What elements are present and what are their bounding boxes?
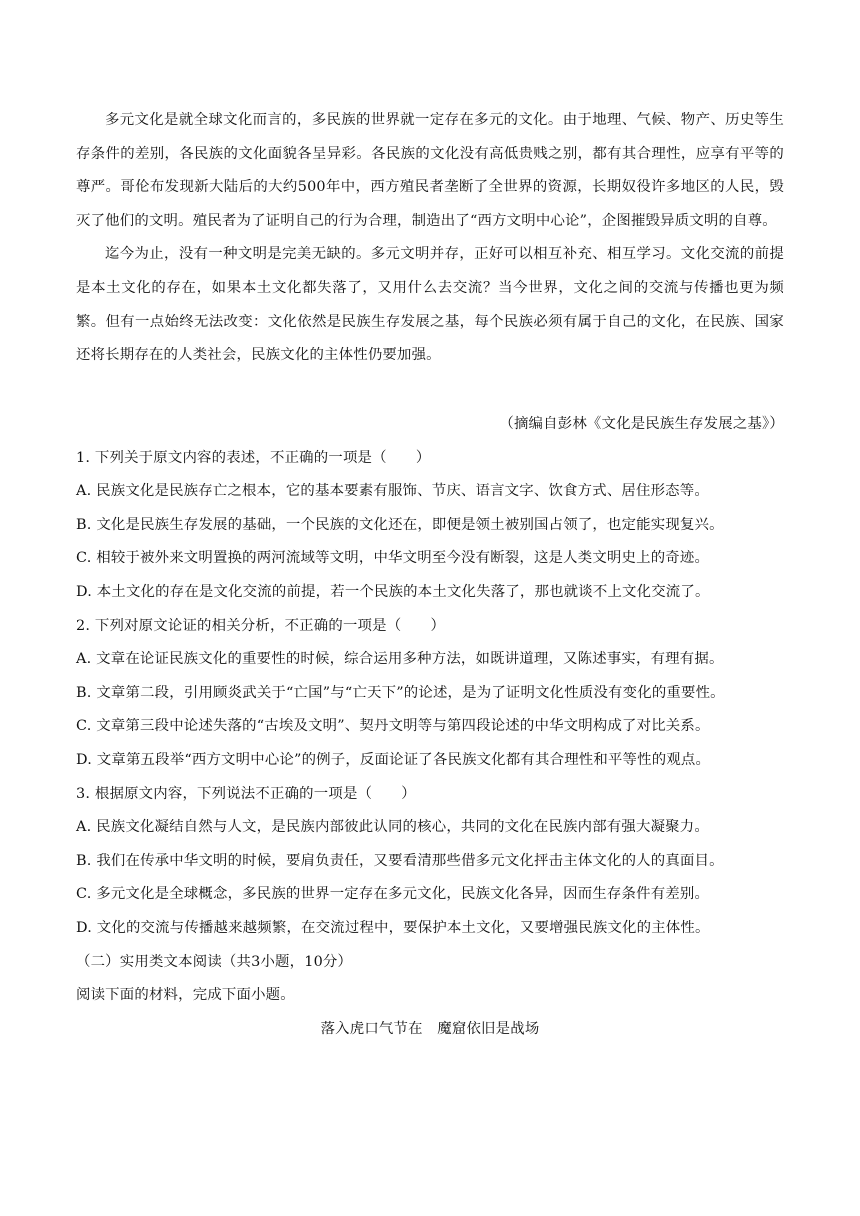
question-1-option-a: A. 民族文化是民族存亡之根本，它的基本要素有服饰、节庆、语言文字、饮食方式、居住形态等。: [76, 483, 709, 500]
question-2-option-a: A. 文章在论证民族文化的重要性的时候，综合运用多种方法，如既讲道理，又陈述事实，有理有据。: [76, 651, 724, 668]
question-1-option-d: D. 本土文化的存在是文化交流的前提，若一个民族的本土文化失落了，那也就谈不上文化交流了。: [76, 583, 710, 600]
question-3-option-b: B. 我们在传承中华文明的时候，要肩负责任，又要看清那些借多元文化抨击主体文化的人的真面目。: [76, 852, 724, 869]
question-1-option-c: C. 相较于被外来文明置换的两河流域等文明，中华文明至今没有断裂，这是人类文明史上的奇迹。: [76, 550, 710, 567]
question-2-option-b: B. 文章第二段，引用顾炎武关于“亡国”与“亡天下”的论述，是为了证明文化性质没有变化的重要性。: [76, 684, 725, 701]
section-heading: （二）实用类文本阅读（共3小题，10分）: [76, 953, 353, 970]
question-area: [76, 408, 784, 1046]
question-3-stem: 3. 根据原文内容，下列说法不正确的一项是（ ）: [76, 785, 416, 802]
question-1-option-b: B. 文化是民族生存发展的基础，一个民族的文化还在，即便是领土被别国占领了，也定能实现复兴。: [76, 516, 724, 533]
question-3-option-a: A. 民族文化凝结自然与人文，是民族内部彼此认同的核心，共同的文化在民族内部有强大凝聚力。: [76, 819, 709, 836]
question-2-stem: 2. 下列对原文论证的相关分析，不正确的一项是（ ）: [76, 617, 446, 634]
question-3-option-d: D. 文化的交流与传播越来越频繁，在交流过程中，要保护本土文化，又要增强民族文化的主体性。: [76, 919, 710, 936]
article-title: 落入虎口气节在 魔窟依旧是战场: [320, 1020, 540, 1037]
source-citation: （摘编自彭林《文化是民族生存发展之基》）: [499, 416, 784, 432]
question-2-option-c: C. 文章第三段中论述失落的“古埃及文明”、契丹文明等与第四段论述的中华文明构成了对比关系。: [76, 718, 710, 735]
passage-paragraph-2: 迄今为止，没有一种文明是完美无缺的。多元文明并存，正好可以相互补充、相互学习。文化交流的前提是本土文化的存在，如果本土文化都失落了，又用什么去交流？当今世界，文化之间的交流与传播也更为频繁。但有一点始终无法改变：文化依然是民族生存发展之基，每个民族必须有属于自己的文化，在民族、国家还将长期存在的人类社会，民族文化的主体性仍要加强。: [76, 246, 784, 364]
question-3-option-c: C. 多元文化是全球概念，多民族的世界一定存在多元文化，民族文化各异，因而生存条件有差别。: [76, 886, 710, 903]
passage: [76, 104, 784, 373]
question-2-option-d: D. 文章第五段举“西方文明中心论”的例子，反面论证了各民族文化都有其合理性和平等性的观点。: [76, 751, 711, 768]
passage-paragraph-1: 多元文化是就全球文化而言的，多民族的世界就一定存在多元的文化。由于地理、气候、物产、历史等生存条件的差别，各民族的文化面貌各呈异彩。各民族的文化没有高低贵贱之别，都有其合理性，应享有平等的尊严。哥伦布发现新大陆后的大约500年中，西方殖民者垄断了全世界的资源，长期奴役许多地区的人民，毁灭了他们的文明。殖民者为了证明自己的行为合理，制造出了“西方文明中心论”，企图摧毁异质文明的自尊。: [76, 112, 784, 229]
reading-instruction: 阅读下面的材料，完成下面小题。: [76, 987, 295, 1004]
question-1-stem: 1. 下列关于原文内容的表述，不正确的一项是（ ）: [76, 449, 431, 466]
